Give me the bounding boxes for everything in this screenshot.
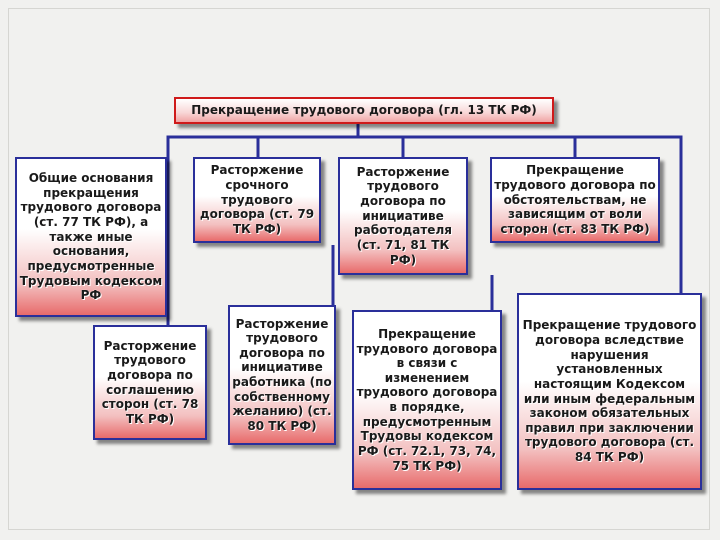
box-employer-initiative [338, 157, 468, 275]
box-agreement [93, 325, 207, 440]
box-fixed-term [193, 157, 321, 243]
box-general-grounds-text: Общие основания прекращения трудового договора (ст. 77 ТК РФ), а также иные основания, предусмотренные Трудовым кодексом РФ [19, 171, 163, 303]
header-text: Прекращение трудового договора (гл. 13 ТК РФ) [191, 103, 537, 118]
box-circumstances [490, 157, 660, 243]
box-fixed-term-text: Расторжение срочного трудового договора (ст. 79 ТК РФ) [199, 163, 315, 236]
diagram-header [174, 97, 554, 124]
box-general-grounds [15, 157, 167, 317]
box-circumstances-text: Прекращение трудового договора по обстоятельствам, не зависящим от воли сторон (ст. 83 ТК РФ) [494, 163, 656, 236]
box-employee-initiative-text: Расторжение трудового договора по инициативе работника (по собственному желанию) (ст. 80 ТК РФ) [232, 316, 332, 433]
box-employer-initiative-text: Расторжение трудового договора по инициативе работодателя (ст. 71, 81 ТК РФ) [354, 164, 452, 267]
box-change-text: Прекращение трудового договора в связи с изменением трудового договора в порядке, предусмотренным Трудовы кодексом РФ (ст. 72.1, 73, 74, 75 ТК РФ) [356, 326, 498, 473]
box-violation [517, 293, 702, 490]
box-employee-initiative [228, 305, 336, 445]
box-violation-text: Прекращение трудового договора вследствие нарушения установленных настоящим Кодексом или иным федеральным законом обязательных правил при заключении трудового договора (ст. 84 ТК РФ) [522, 318, 697, 464]
box-agreement-text: Расторжение трудового договора по соглашению сторон (ст. 78 ТК РФ) [101, 338, 199, 426]
box-change [352, 310, 502, 490]
